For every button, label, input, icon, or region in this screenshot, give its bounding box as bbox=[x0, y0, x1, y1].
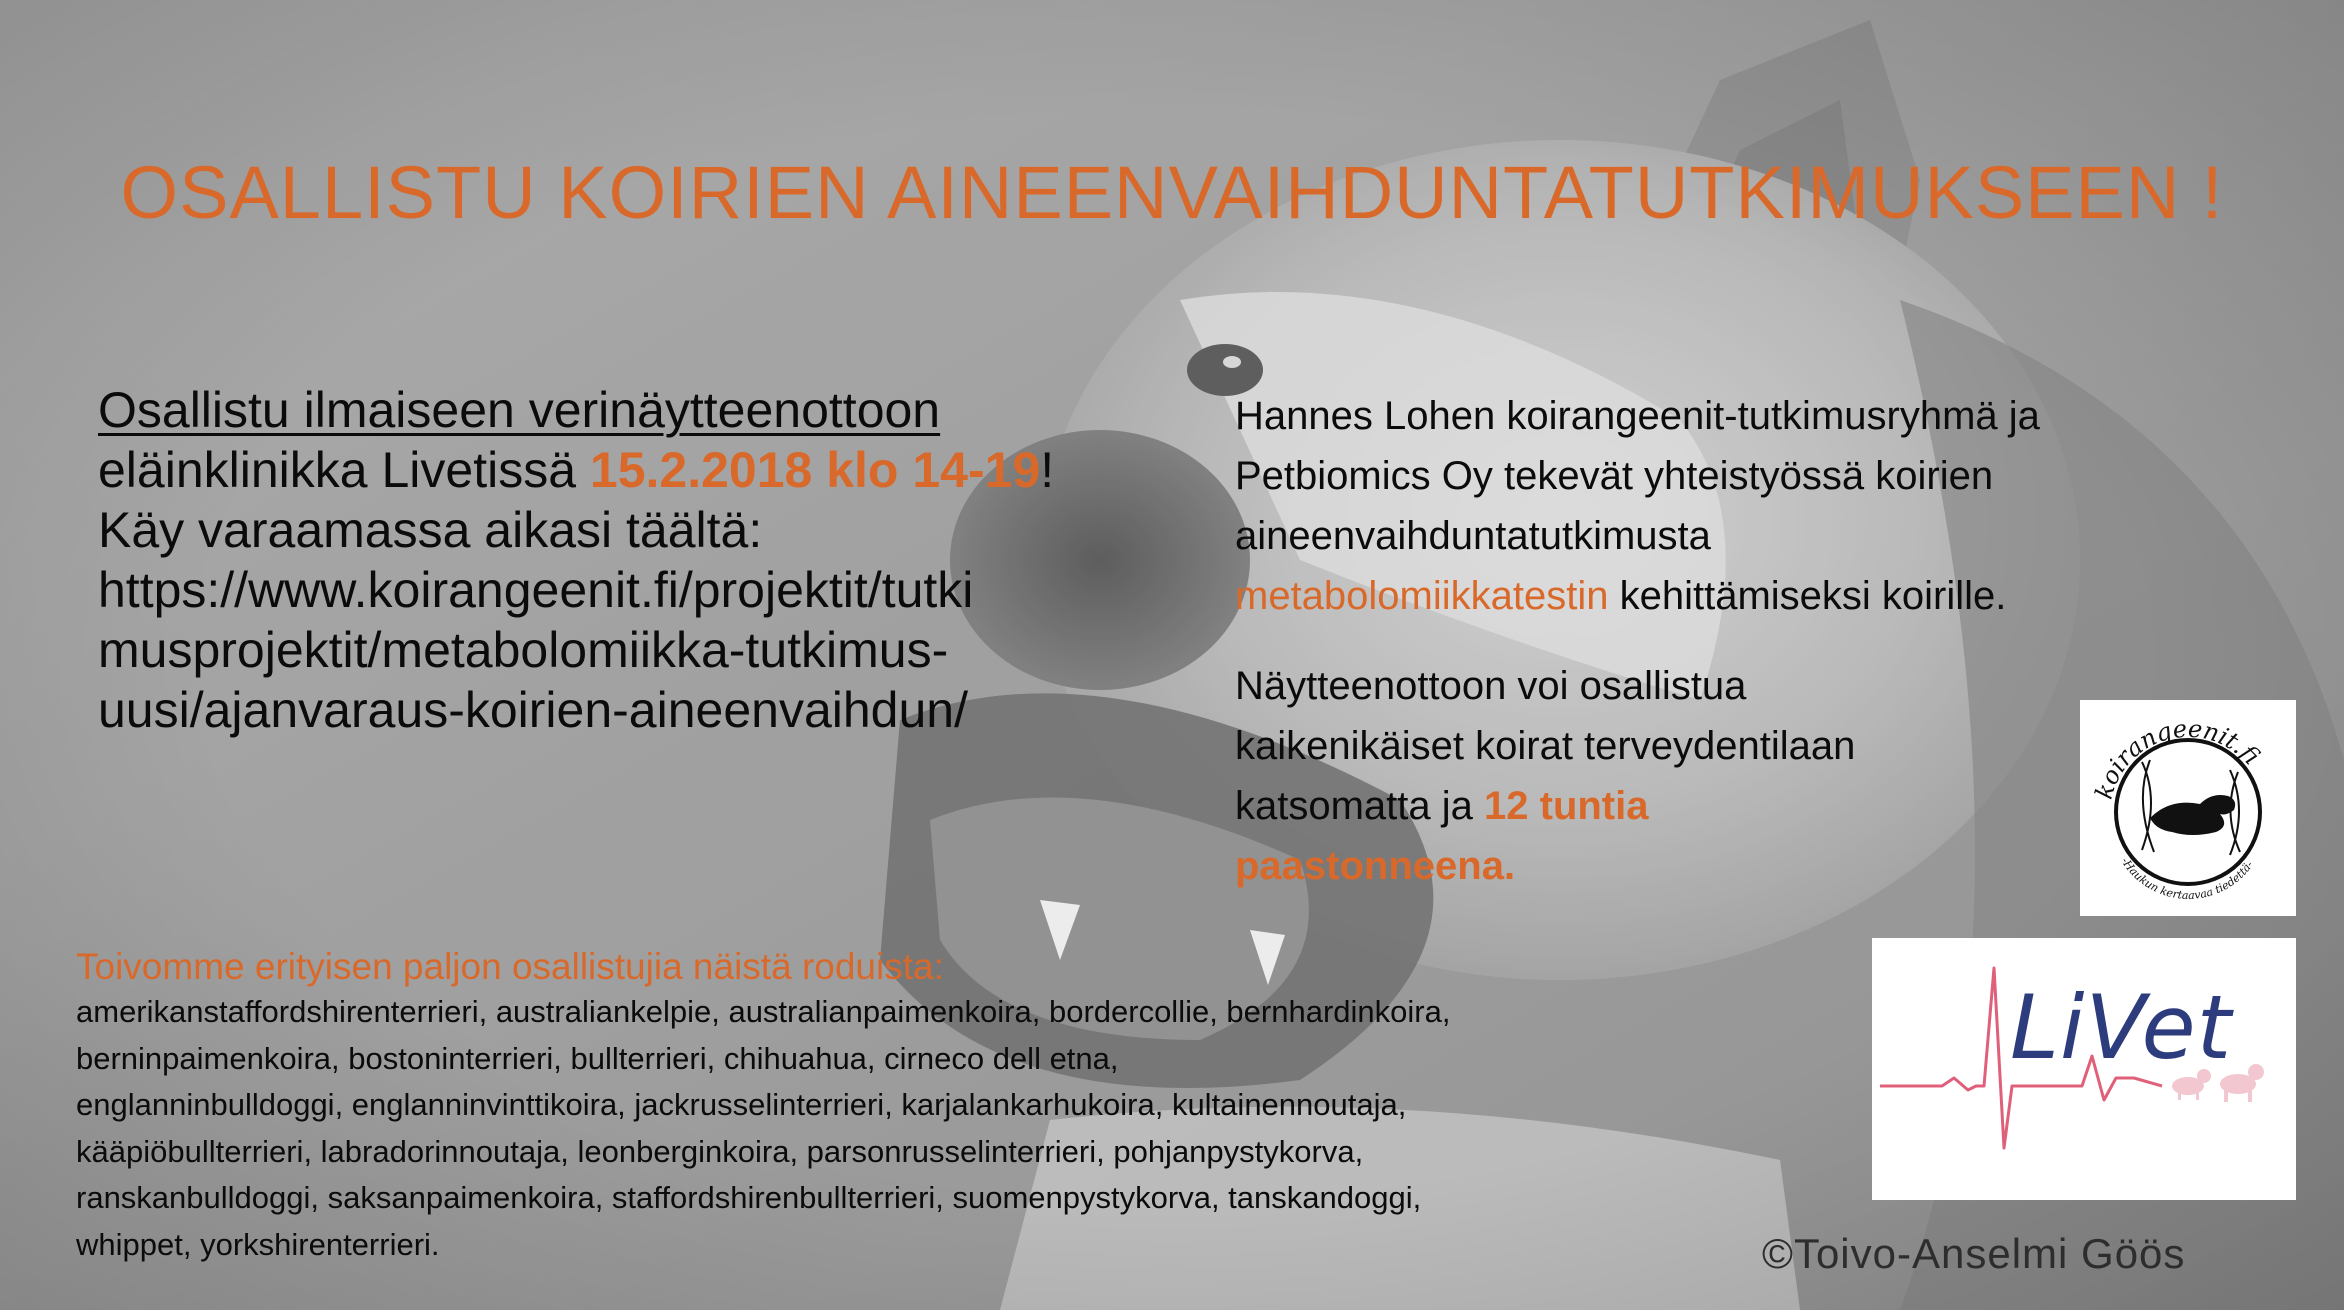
livet-logo-text: LiVet bbox=[2010, 976, 2233, 1079]
breeds-line-3: englanninbulldoggi, englanninvinttikoira, jackrusselinterrieri, karjalankarhukoira, kultainennoutaja, bbox=[76, 1087, 1407, 1122]
koirangeenit-logo-graphic bbox=[2080, 700, 2296, 916]
booking-url-line-1[interactable]: https://www.koirangeenit.fi/projektit/tutki bbox=[98, 562, 974, 618]
breeds-line-4: kääpiöbullterrieri, labradorinnoutaja, leonberginkoira, parsonrusselinterrieri, pohjanpystykorva, bbox=[76, 1133, 1364, 1169]
breeds-line-6: whippet, yorkshirenterrieri. bbox=[76, 1226, 440, 1262]
research-line-4-rest: kehittämiseksi koirille. bbox=[1608, 574, 2007, 618]
right-info-block bbox=[1235, 386, 2155, 896]
participate-heading: Osallistu ilmaiseen verinäytteenottoon bbox=[98, 382, 941, 438]
fasting-highlight: paastonneena. bbox=[1235, 844, 1516, 888]
exclamation: ! bbox=[1040, 442, 1055, 498]
research-line-4 bbox=[1235, 566, 2155, 626]
clinic-date-line bbox=[98, 440, 1158, 500]
research-line-1: Hannes Lohen koirangeenit-tutkimusryhmä ja bbox=[1235, 394, 2040, 438]
booking-url-line-3[interactable]: uusi/ajanvaraus-koirien-aineenvaihdun/ bbox=[98, 682, 968, 738]
copyright-credit: ©Toivo-Anselmi Göös bbox=[1762, 1230, 2186, 1277]
booking-instruction: Käy varaamassa aikasi täältä: bbox=[98, 502, 763, 558]
eligibility-line-3-prefix: katsomatta ja bbox=[1235, 784, 1485, 828]
koirangeenit-logo bbox=[2080, 700, 2296, 916]
research-line-2: Petbiomics Oy tekevät yhteistyössä koirien bbox=[1235, 454, 1994, 498]
breeds-line-5: ranskanbulldoggi, saksanpaimenkoira, staffordshirenbullterrieri, suomenpystykorva, tanskandoggi, bbox=[76, 1180, 1422, 1215]
breeds-line-1: amerikanstaffordshirenterrieri, australiankelpie, australianpaimenkoira, bordercollie, bernhardinkoira, bbox=[76, 994, 1451, 1029]
koirangeenit-text: koirangeenit.fi bbox=[2089, 714, 2266, 803]
breeds-line-2: berninpaimenkoira, bostoninterrieri, bullterrieri, chihuahua, cirneco dell etna, bbox=[76, 1040, 1119, 1076]
fasting-hours-highlight: 12 tuntia bbox=[1484, 784, 1649, 828]
clinic-text: eläinklinikka Livetissä bbox=[98, 442, 590, 498]
livet-logo bbox=[1872, 938, 2296, 1200]
koirangeenit-tagline: -Haukun kertaavaa tiedettä- bbox=[2118, 855, 2256, 902]
breeds-block bbox=[76, 945, 1776, 1268]
research-line-3: aineenvaihduntatutkimusta bbox=[1235, 514, 1711, 558]
event-date: 15.2.2018 klo 14-19 bbox=[589, 442, 1041, 498]
left-info-block bbox=[98, 380, 1158, 740]
eligibility-line-1: Näytteenottoon voi osallistua bbox=[1235, 664, 1747, 708]
poster-title: OSALLISTU KOIRIEN AINEENVAIHDUNTATUTKIMUKSEEN ! bbox=[120, 151, 2224, 234]
eligibility-paragraph bbox=[1235, 656, 2155, 896]
eligibility-line-2: kaikenikäiset koirat terveydentilaan bbox=[1235, 724, 1856, 768]
booking-url-line-2[interactable]: musprojektit/metabolomiikka-tutkimus- bbox=[98, 622, 949, 678]
breeds-heading: Toivomme erityisen paljon osallistujia näistä roduista: bbox=[76, 946, 944, 987]
eligibility-line-3 bbox=[1235, 776, 2155, 836]
metabolomics-highlight: metabolomiikkatestin bbox=[1235, 574, 1609, 618]
